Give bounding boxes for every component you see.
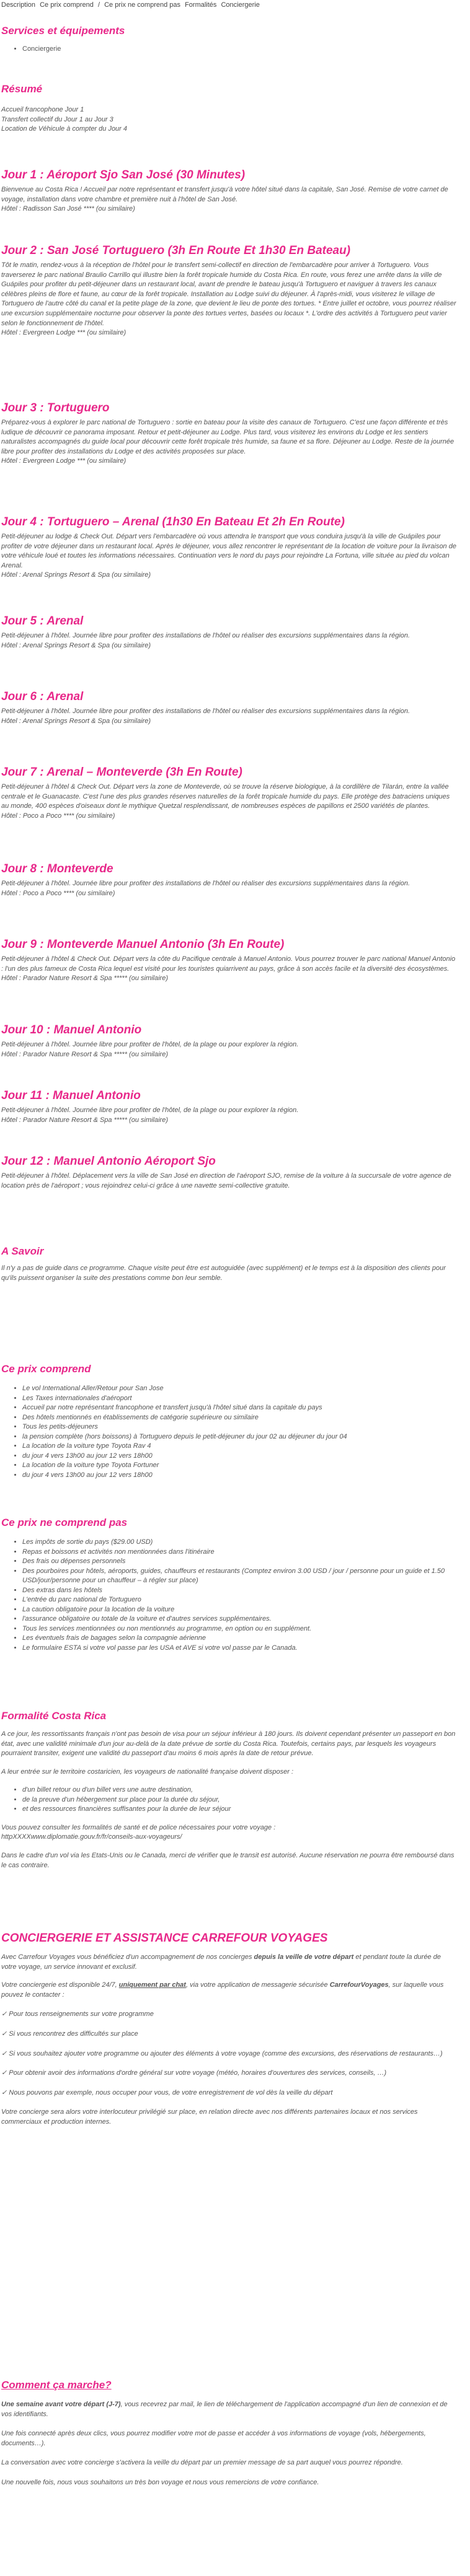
day-title: Jour 12 : Manuel Antonio Aéroport Sjo — [1, 1155, 216, 1168]
check-item: ✓ Si vous souhaitez ajouter votre programme ou ajouter des éléments à votre voyage (comme des excursions, des réservations de restaurants…) — [1, 2049, 443, 2057]
list-item: • La location de la voiture type Toyota Rav 4 — [22, 1442, 456, 1452]
services-section — [1, 25, 456, 55]
formalite-p2: A leur entrée sur le territoire costaricien, les voyageurs de nationalité française doivent disposer : — [1, 1768, 294, 1776]
tab-description[interactable]: Description — [1, 1, 36, 9]
text-span-bold: depuis la veille de votre départ — [254, 1953, 354, 1961]
day-text: Petit-déjeuner à l'hôtel. Journée libre pour profiter des installations de l'hôtel ou réaliser des excursions supplémentaires dans la région. — [1, 880, 410, 887]
check-item: ✓ Pour obtenir avoir des informations d'ordre général sur votre voyage (météo, horaires d'ouvertures des services, conseils, …) — [1, 2069, 387, 2077]
comprend-list — [1, 1384, 456, 1480]
day-title: Jour 2 : San José Tortuguero (3h En Route Et 1h30 En Bateau) — [1, 244, 351, 257]
list-item: • La caution obligatoire pour la location de la voiture — [22, 1605, 456, 1615]
formalite-p1: A ce jour, les ressortissants français n'ont pas besoin de visa pour un séjour inférieur à 180 jours. Ils doivent cependant présenter un passeport en bon état, avec une validité minimale d'un jour au-delà de la date prévue de sortie du Costa Rica. Toutefois, certains pays, par lesquels les voyageurs pourraient transiter, exigent une validité du passeport d'au moins 6 mois après la date de retour prévue. — [1, 1730, 456, 1758]
list-item: • La location de la voiture type Toyota Fortuner — [22, 1461, 456, 1471]
list-item: • Des pourboires pour hôtels, aéroports, guides, chauffeurs et restaurants (Comptez environ 3.00 USD / jour / personne pour un guide et 1.50 USD/jour/personne pour un chauffeur – à régler sur place) — [22, 1567, 456, 1586]
tab-bar — [1, 1, 456, 9]
comment-title: Comment ça marche? — [1, 2379, 112, 2391]
day-hotel: Hôtel : Parador Nature Resort & Spa ***** (ou similaire) — [1, 975, 169, 983]
day-title: Jour 3 : Tortuguero — [1, 401, 110, 414]
list-item: • du jour 4 vers 13h00 au jour 12 vers 18h00 — [22, 1452, 456, 1461]
day-5 — [1, 615, 456, 651]
tab-formalites[interactable]: Formalités — [185, 1, 217, 9]
text-span: Votre conciergerie est disponible 24/7, — [1, 1981, 119, 1989]
list-item: • Conciergerie — [22, 45, 456, 55]
day-title: Jour 10 : Manuel Antonio — [1, 1023, 142, 1036]
day-text: Petit-déjeuner à l'hôtel. Journée libre pour profiter de l'hôtel, de la plage ou pour explorer la région. — [1, 1041, 299, 1048]
day-hotel: Hôtel : Parador Nature Resort & Spa ***** (ou similaire) — [1, 1116, 169, 1124]
list-item: • Accueil par notre représentant francophone et transfert jusqu'à l'hôtel situé dans la capitale du pays — [22, 1403, 456, 1413]
day-11 — [1, 1089, 456, 1125]
tab-conciergerie[interactable]: Conciergerie — [221, 1, 260, 9]
formalite-section — [1, 1710, 456, 1870]
day-title: Jour 5 : Arenal — [1, 615, 84, 628]
day-text: Petit-déjeuner à l'hôtel. Déplacement vers la ville de San José en direction de l'aéroport SJO, remise de la voiture à la succursale de votre agence de location près de l'aéroport ; vous rejoindrez celui-ci grâce à une navette semi-collective gratuite. — [1, 1172, 451, 1189]
list-item: • Le formulaire ESTA si votre vol passe par les USA et AVE si votre vol passe par le Canada. — [22, 1644, 456, 1654]
text-span-bold: Une semaine avant votre départ (J-7) — [1, 2401, 121, 2408]
day-text: Petit-déjeuner à l'hôtel & Check Out. Départ vers la côte du Pacifique centrale à Manuel Antonio. Vous pourrez trouver le parc national Manuel Antonio : l'un des plus fameux de Costa Rica lequel est visité pour les touristes quiarrivent au pays, grâce à son accès facile et la diversité des écosystèmes. — [1, 955, 456, 973]
formalite-list — [1, 1785, 456, 1815]
list-item: • de la preuve d'un hébergement sur place pour la durée du séjour, — [22, 1795, 456, 1805]
day-hotel: Hôtel : Arenal Springs Resort & Spa (ou similaire) — [1, 641, 151, 649]
day-hotel: Hôtel : Poco a Poco **** (ou similaire) — [1, 812, 115, 820]
list-item: • Le vol International Aller/Retour pour San Jose — [22, 1384, 456, 1394]
day-text: Petit-déjeuner à l'hôtel. Journée libre pour profiter des installations de l'hôtel ou réaliser des excursions supplémentaires dans la région. — [1, 708, 410, 715]
tab-ce-prix-comprend[interactable]: Ce prix comprend — [40, 1, 94, 9]
day-text: Bienvenue au Costa Rica ! Accueil par notre représentant et transfert jusqu'à votre hôtel situé dans la capitale, San José. Remise de votre carnet de voyage, installation dans votre chambre et première nuit à l'hôtel de San José. — [1, 186, 448, 203]
text-span: , sur laquelle vous pouvez le contacter : — [1, 1981, 444, 1999]
ne-comprend-title: Ce prix ne comprend pas — [1, 1517, 128, 1528]
day-title: Jour 4 : Tortuguero – Arenal (1h30 En Bateau Et 2h En Route) — [1, 515, 345, 528]
day-3 — [1, 401, 456, 467]
day-10 — [1, 1023, 456, 1059]
day-1 — [1, 169, 456, 214]
list-item: • du jour 4 vers 13h00 au jour 12 vers 18h00 — [22, 1471, 456, 1481]
day-2 — [1, 244, 456, 338]
a-savoir-text: Il n'y a pas de guide dans ce programme. Chaque visite peut être est autoguidée (avec supplément) et le temps est à la disposition des clients pour qu'ils puissent organiser la suite des prestations comme bon leur semble. — [1, 1264, 446, 1282]
day-title: Jour 7 : Arenal – Monteverde (3h En Route) — [1, 766, 242, 779]
conciergerie-section — [1, 1932, 456, 2127]
day-12 — [1, 1155, 456, 1191]
list-item: • Les éventuels frais de bagages selon la compagnie aérienne — [22, 1634, 456, 1644]
text-span: , via votre application de messagerie sécurisée — [185, 1981, 330, 1989]
text-span: Avec Carrefour Voyages vous bénéficiez d'un accompagnement de nos concierges — [1, 1953, 254, 1961]
check-item: ✓ Si vous rencontrez des difficultés sur place — [1, 2030, 138, 2038]
conciergerie-p2 — [1, 1981, 456, 2000]
day-hotel: Hôtel : Parador Nature Resort & Spa ***** (ou similaire) — [1, 1050, 169, 1058]
day-text: Petit-déjeuner à l'hôtel & Check Out. Départ vers la zone de Monteverde, où se trouve la réserve biologique, à la cordillère de Tilarán, entre la vallée centrale et le Guanacaste. C'est l'une des plus grandes réserves naturelles de la forêt tropicale humide du pays. Elle protège des batraciens uniques au monde, 400 espèces d'oiseaux dont le mythique Quetzal resplendissant, de nombreuses espèces de papillons et 2500 variétés de plantes. — [1, 783, 450, 810]
day-text: Préparez-vous à explorer le parc national de Tortuguero : sortie en bateau pour la visite des canaux de Tortuguero. C'est une façon différente et très ludique de découvrir ce panorama imposant. Retour et petit-déjeuner au Lodge. Plus tard, vous visiterez les environs du Lodge et les sentiers naturalistes accompagnés du guide local pour découvrir cette forêt tropicale très humide, sa faune et sa flore. Déjeuner au Lodge. Reste de la journée libre pour profiter des installations du Lodge et des activités proposées sur place. — [1, 419, 454, 455]
day-hotel: Hôtel : Arenal Springs Resort & Spa (ou similaire) — [1, 571, 151, 579]
list-item: • Des frais ou dépenses personnels — [22, 1557, 456, 1567]
day-hotel: Hôtel : Arenal Springs Resort & Spa (ou similaire) — [1, 717, 151, 725]
check-item: ✓ Nous pouvons par exemple, nous occuper pour vous, de votre enregistrement de vol dès la veille du départ — [1, 2088, 333, 2096]
formalite-link[interactable]: httpXXXXwww.diplomatie.gouv.fr/fr/conseils-aux-voyageurs/ — [1, 1833, 182, 1841]
tab-ce-prix-ne-comprend-pas[interactable]: Ce prix ne comprend pas — [104, 1, 181, 9]
text-span: , vous recevrez par mail, le lien de téléchargement de l'application accompagné d'un lien de connexion et de vos identifiants. — [1, 2401, 448, 2418]
day-hotel: Hôtel : Evergreen Lodge *** (ou similaire) — [1, 329, 126, 337]
conciergerie-p3: Votre concierge sera alors votre interlocuteur privilégié sur place, en relation directe avec nos différents partenaires locaux et nos services commerciaux et production internes. — [1, 2108, 418, 2126]
list-item: • Tous les services mentionnées ou non mentionnés au programme, en option ou en supplément. — [22, 1624, 456, 1634]
a-savoir-section — [1, 1245, 456, 1283]
day-hotel: Hôtel : Poco a Poco **** (ou similaire) — [1, 889, 115, 897]
list-item: • Les impôts de sortie du pays ($29.00 USD) — [22, 1538, 456, 1548]
list-item: • d'un billet retour ou d'un billet vers une autre destination, — [22, 1785, 456, 1795]
day-9 — [1, 938, 456, 984]
text-span: et pendant toute la durée de votre voyage, un service innovant et exclusif. — [1, 1953, 441, 1971]
formalite-p4: Dans le cadre d'un vol via les Etats-Unis ou le Canada, merci de vérifier que le transit est autorisé. Aucune réservation ne pourra être remboursé dans le cas contraire. — [1, 1852, 454, 1869]
a-savoir-title: A Savoir — [1, 1245, 44, 1257]
formalite-p3: Vous pouvez consulter les formalités de santé et de police nécessaires pour votre voyage : — [1, 1823, 276, 1831]
day-8 — [1, 862, 456, 898]
day-text: Tôt le matin, rendez-vous à la réception de l'hôtel pour le transfert semi-collectif en direction de l'embarcadère pour arriver à Tortuguero. Vous traverserez le parc national Braulio Carrillo qui illustre bien la forêt tropicale humide du Costa Rica. En route, vous ferez une arrête dans la ville de Guápiles pour profiter du petit-déjeuner dans un restaurant local, avant de prendre le bateau jusqu'à Tortuguero et naviguer à travers les canaux célèbres pleins de flore et faune, au cœur de la forêt tropicale. Installation au Lodge suivi du déjeuner. À l'après-midi, vous visiterez le village de Tortuguero de l'autre côté du canal et la petite plage de la zone, que devient le lieu de ponte des tortues. * Entre juillet et octobre, vous pourrez réaliser une excursion supplémentaire nocturne pour observer la ponte des tortues vertes, basées ou locaux *. L'ordre des activités à Tortuguero peut varier selon le fonctionnement de l'hôtel. — [1, 261, 456, 327]
list-item: • Les Taxes internationales d'aéroport — [22, 1394, 456, 1404]
day-4 — [1, 515, 456, 580]
day-hotel: Hôtel : Evergreen Lodge *** (ou similaire) — [1, 457, 126, 465]
list-item: • Des hôtels mentionnés en établissements de catégorie supérieure ou similaire — [22, 1413, 456, 1423]
day-text: Petit-déjeuner à l'hôtel. Journée libre pour profiter des installations de l'hôtel ou réaliser des excursions supplémentaires dans la région. — [1, 632, 410, 639]
day-text: Petit-déjeuner à l'hôtel. Journée libre pour profiter de l'hôtel, de la plage ou pour explorer la région. — [1, 1106, 299, 1114]
text-span-bold: uniquement par chat — [118, 1981, 186, 1989]
comment-p4: Une nouvelle fois, nous vous souhaitons un très bon voyage et nous vous remercions de votre confiance. — [1, 2478, 319, 2486]
conciergerie-p1 — [1, 1953, 456, 1972]
services-title: Services et équipements — [1, 25, 125, 37]
ne-comprend-section — [1, 1517, 456, 1653]
day-title: Jour 9 : Monteverde Manuel Antonio (3h En Route) — [1, 938, 285, 951]
day-hotel: Hôtel : Radisson San José **** (ou similaire) — [1, 205, 135, 213]
day-title: Jour 6 : Arenal — [1, 690, 84, 703]
resume-line: Accueil francophone Jour 1 — [1, 106, 84, 113]
resume-line: Location de Véhicule à compter du Jour 4 — [1, 125, 128, 133]
comment-p2: Une fois connecté après deux clics, vous pourrez modifier votre mot de passe et accéder à vos informations de voyage (vols, hébergements, documents…). — [1, 2430, 426, 2447]
list-item: • Des extras dans les hôtels — [22, 1586, 456, 1596]
text-span-bold: CarrefourVoyages — [329, 1981, 389, 1989]
check-item: ✓ Pour tous renseignements sur votre programme — [1, 2010, 154, 2018]
list-item: • Repas et boissons et activités non mentionnées dans l'itinéraire — [22, 1548, 456, 1557]
list-item: • et des ressources financières suffisantes pour la durée de leur séjour — [22, 1805, 456, 1815]
ne-comprend-list — [1, 1538, 456, 1653]
services-list — [1, 45, 456, 55]
list-item: • Tous les petits-déjeuners — [22, 1422, 456, 1432]
resume-line: Transfert collectif du Jour 1 au Jour 3 — [1, 115, 113, 123]
formalite-title: Formalité Costa Rica — [1, 1710, 107, 1722]
tab-separator: / — [97, 1, 100, 9]
comprend-section — [1, 1363, 456, 1480]
day-title: Jour 8 : Monteverde — [1, 862, 113, 875]
day-title: Jour 11 : Manuel Antonio — [1, 1089, 141, 1102]
comment-p1 — [1, 2400, 456, 2419]
resume-title: Résumé — [1, 83, 43, 95]
conciergerie-title: CONCIERGERIE ET ASSISTANCE CARREFOUR VOYAGES — [1, 1932, 328, 1945]
comment-p3: La conversation avec votre concierge s'activera la veille du départ par un premier message de sa part auquel vous pourrez répondre. — [1, 2459, 403, 2467]
day-6 — [1, 690, 456, 726]
day-title: Jour 1 : Aéroport Sjo San José (30 Minutes) — [1, 169, 246, 182]
resume-section — [1, 83, 456, 134]
list-item: • la pension complète (hors boissons) à Tortuguero depuis le petit-déjeuner du jour 02 au déjeuner du jour 04 — [22, 1432, 456, 1442]
comprend-title: Ce prix comprend — [1, 1363, 91, 1375]
list-item: • l'assurance obligatoire ou totale de la voiture et d'autres services supplémentaires. — [22, 1614, 456, 1624]
list-item: • L'entrée du parc national de Tortuguero — [22, 1595, 456, 1605]
comment-section — [1, 2379, 456, 2488]
day-7 — [1, 766, 456, 821]
day-text: Petit-déjeuner au lodge & Check Out. Départ vers l'embarcadère où vous attendra le transport que vous conduira jusqu'à la ville de Guápiles pour profiter de votre déjeuner dans un restaurant local. Après le déjeuner, vous allez rencontrer le représentant de la location de voiture pour la livraison de votre véhicule loué et toutes les informations nécessaires. Continuation vers le nord du pays pour rejoindre La Fortuna, ville située au pied du volcan Arenal. — [1, 533, 456, 569]
